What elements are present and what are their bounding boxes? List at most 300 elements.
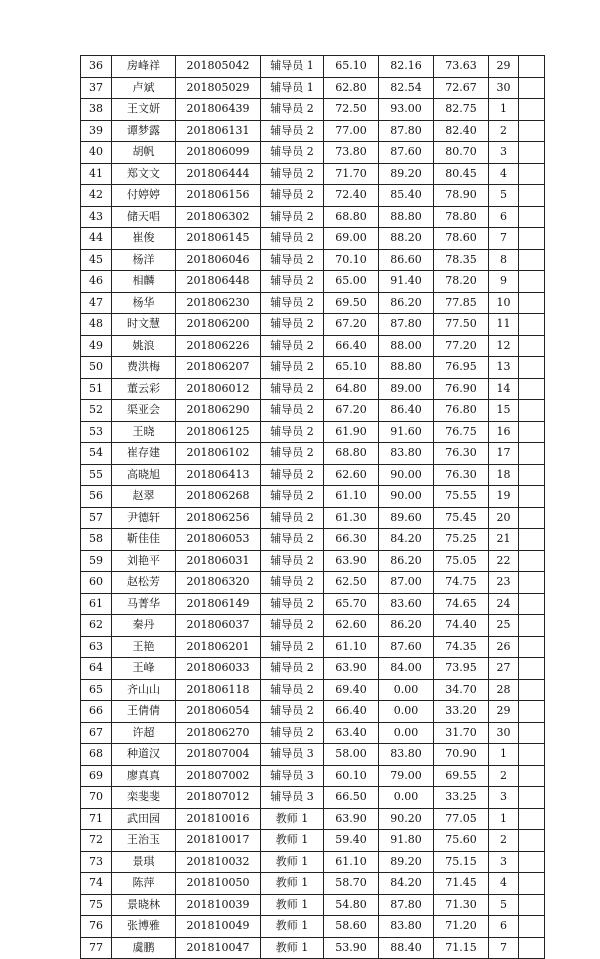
interview-score-cell: 0.00 — [379, 722, 434, 744]
interview-score-cell: 87.60 — [379, 142, 434, 164]
written-score-cell: 77.00 — [324, 120, 379, 142]
candidate-id-cell: 201806448 — [176, 271, 261, 293]
total-score-cell: 78.60 — [434, 228, 489, 250]
candidate-id-cell: 201810017 — [176, 830, 261, 852]
table-row — [81, 744, 545, 766]
name-cell: 马菁华 — [112, 593, 176, 615]
rank-cell: 3 — [489, 142, 519, 164]
table-row — [81, 529, 545, 551]
table-row — [81, 163, 545, 185]
interview-score-cell: 87.80 — [379, 314, 434, 336]
position-cell: 辅导员 2 — [261, 722, 324, 744]
position-cell: 辅导员 2 — [261, 701, 324, 723]
rank-cell: 6 — [489, 916, 519, 938]
rank-cell: 19 — [489, 486, 519, 508]
remark-cell — [519, 808, 545, 830]
candidate-id-cell: 201806200 — [176, 314, 261, 336]
rank-cell: 27 — [489, 658, 519, 680]
written-score-cell: 65.70 — [324, 593, 379, 615]
row-number-cell: 39 — [81, 120, 112, 142]
name-cell: 时文慧 — [112, 314, 176, 336]
table-row — [81, 378, 545, 400]
remark-cell — [519, 249, 545, 271]
written-score-cell: 62.60 — [324, 615, 379, 637]
table-row — [81, 99, 545, 121]
row-number-cell: 56 — [81, 486, 112, 508]
total-score-cell: 69.55 — [434, 765, 489, 787]
candidate-id-cell: 201806031 — [176, 550, 261, 572]
position-cell: 辅导员 2 — [261, 378, 324, 400]
candidate-id-cell: 201806053 — [176, 529, 261, 551]
row-number-cell: 68 — [81, 744, 112, 766]
remark-cell — [519, 464, 545, 486]
interview-score-cell: 90.20 — [379, 808, 434, 830]
position-cell: 辅导员 2 — [261, 185, 324, 207]
position-cell: 辅导员 2 — [261, 443, 324, 465]
candidate-id-cell: 201806125 — [176, 421, 261, 443]
row-number-cell: 44 — [81, 228, 112, 250]
remark-cell — [519, 937, 545, 959]
written-score-cell: 62.50 — [324, 572, 379, 594]
position-cell: 辅导员 2 — [261, 529, 324, 551]
total-score-cell: 77.20 — [434, 335, 489, 357]
name-cell: 郑文文 — [112, 163, 176, 185]
interview-score-cell: 84.20 — [379, 529, 434, 551]
name-cell: 武田园 — [112, 808, 176, 830]
name-cell: 崔俊 — [112, 228, 176, 250]
row-number-cell: 69 — [81, 765, 112, 787]
rank-cell: 1 — [489, 744, 519, 766]
candidate-id-cell: 201806270 — [176, 722, 261, 744]
written-score-cell: 58.60 — [324, 916, 379, 938]
candidate-id-cell: 201806102 — [176, 443, 261, 465]
written-score-cell: 66.30 — [324, 529, 379, 551]
row-number-cell: 59 — [81, 550, 112, 572]
total-score-cell: 78.35 — [434, 249, 489, 271]
name-cell: 王文妍 — [112, 99, 176, 121]
rank-cell: 18 — [489, 464, 519, 486]
row-number-cell: 62 — [81, 615, 112, 637]
row-number-cell: 49 — [81, 335, 112, 357]
name-cell: 董云彩 — [112, 378, 176, 400]
total-score-cell: 31.70 — [434, 722, 489, 744]
name-cell: 王艳 — [112, 636, 176, 658]
interview-score-cell: 87.80 — [379, 120, 434, 142]
remark-cell — [519, 357, 545, 379]
table-row — [81, 658, 545, 680]
candidate-id-cell: 201810050 — [176, 873, 261, 895]
table-row — [81, 77, 545, 99]
interview-score-cell: 84.20 — [379, 873, 434, 895]
total-score-cell: 72.67 — [434, 77, 489, 99]
total-score-cell: 71.30 — [434, 894, 489, 916]
name-cell: 虞鹏 — [112, 937, 176, 959]
remark-cell — [519, 529, 545, 551]
interview-score-cell: 83.60 — [379, 593, 434, 615]
name-cell: 刘艳平 — [112, 550, 176, 572]
remark-cell — [519, 292, 545, 314]
row-number-cell: 70 — [81, 787, 112, 809]
written-score-cell: 63.90 — [324, 550, 379, 572]
table-row — [81, 894, 545, 916]
interview-score-cell: 89.60 — [379, 507, 434, 529]
remark-cell — [519, 443, 545, 465]
written-score-cell: 58.00 — [324, 744, 379, 766]
table-row — [81, 56, 545, 78]
name-cell: 张博雅 — [112, 916, 176, 938]
name-cell: 费洪梅 — [112, 357, 176, 379]
remark-cell — [519, 593, 545, 615]
candidate-id-cell: 201806131 — [176, 120, 261, 142]
written-score-cell: 67.20 — [324, 400, 379, 422]
interview-score-cell: 85.40 — [379, 185, 434, 207]
rank-cell: 11 — [489, 314, 519, 336]
table-row — [81, 314, 545, 336]
interview-score-cell: 0.00 — [379, 679, 434, 701]
rank-cell: 3 — [489, 851, 519, 873]
position-cell: 辅导员 2 — [261, 464, 324, 486]
table-body — [81, 56, 545, 959]
name-cell: 赵翠 — [112, 486, 176, 508]
remark-cell — [519, 228, 545, 250]
name-cell: 王晓 — [112, 421, 176, 443]
total-score-cell: 82.40 — [434, 120, 489, 142]
written-score-cell: 53.90 — [324, 937, 379, 959]
table-row — [81, 615, 545, 637]
table-row — [81, 507, 545, 529]
name-cell: 景晓林 — [112, 894, 176, 916]
rank-cell: 5 — [489, 894, 519, 916]
rank-cell: 29 — [489, 701, 519, 723]
row-number-cell: 74 — [81, 873, 112, 895]
position-cell: 辅导员 2 — [261, 163, 324, 185]
candidate-id-cell: 201806302 — [176, 206, 261, 228]
position-cell: 辅导员 1 — [261, 56, 324, 78]
position-cell: 辅导员 2 — [261, 271, 324, 293]
row-number-cell: 47 — [81, 292, 112, 314]
rank-cell: 8 — [489, 249, 519, 271]
name-cell: 陈萍 — [112, 873, 176, 895]
name-cell: 王治玉 — [112, 830, 176, 852]
rank-cell: 2 — [489, 765, 519, 787]
total-score-cell: 82.75 — [434, 99, 489, 121]
candidate-id-cell: 201806046 — [176, 249, 261, 271]
candidate-id-cell: 201806033 — [176, 658, 261, 680]
table-row — [81, 120, 545, 142]
written-score-cell: 65.10 — [324, 357, 379, 379]
candidate-id-cell: 201807004 — [176, 744, 261, 766]
name-cell: 王峰 — [112, 658, 176, 680]
table-row — [81, 851, 545, 873]
rank-cell: 10 — [489, 292, 519, 314]
total-score-cell: 80.45 — [434, 163, 489, 185]
interview-score-cell: 86.60 — [379, 249, 434, 271]
written-score-cell: 63.90 — [324, 808, 379, 830]
rank-cell: 7 — [489, 937, 519, 959]
written-score-cell: 69.50 — [324, 292, 379, 314]
rank-cell: 23 — [489, 572, 519, 594]
position-cell: 教师 1 — [261, 830, 324, 852]
total-score-cell: 74.35 — [434, 636, 489, 658]
name-cell: 靳佳佳 — [112, 529, 176, 551]
remark-cell — [519, 271, 545, 293]
written-score-cell: 59.40 — [324, 830, 379, 852]
position-cell: 教师 1 — [261, 916, 324, 938]
interview-score-cell: 86.20 — [379, 292, 434, 314]
table-row — [81, 765, 545, 787]
remark-cell — [519, 722, 545, 744]
row-number-cell: 41 — [81, 163, 112, 185]
total-score-cell: 80.70 — [434, 142, 489, 164]
written-score-cell: 65.10 — [324, 56, 379, 78]
total-score-cell: 77.85 — [434, 292, 489, 314]
remark-cell — [519, 486, 545, 508]
written-score-cell: 61.30 — [324, 507, 379, 529]
interview-score-cell: 83.80 — [379, 443, 434, 465]
remark-cell — [519, 894, 545, 916]
total-score-cell: 74.40 — [434, 615, 489, 637]
total-score-cell: 75.60 — [434, 830, 489, 852]
interview-score-cell: 86.20 — [379, 615, 434, 637]
interview-score-cell: 88.80 — [379, 206, 434, 228]
table-row — [81, 701, 545, 723]
row-number-cell: 55 — [81, 464, 112, 486]
table-row — [81, 808, 545, 830]
row-number-cell: 38 — [81, 99, 112, 121]
written-score-cell: 62.80 — [324, 77, 379, 99]
written-score-cell: 63.90 — [324, 658, 379, 680]
table-row — [81, 593, 545, 615]
rank-cell: 14 — [489, 378, 519, 400]
total-score-cell: 73.95 — [434, 658, 489, 680]
interview-score-cell: 82.54 — [379, 77, 434, 99]
score-table — [80, 55, 545, 959]
remark-cell — [519, 550, 545, 572]
row-number-cell: 36 — [81, 56, 112, 78]
total-score-cell: 74.65 — [434, 593, 489, 615]
position-cell: 辅导员 2 — [261, 486, 324, 508]
interview-score-cell: 90.00 — [379, 486, 434, 508]
remark-cell — [519, 658, 545, 680]
remark-cell — [519, 744, 545, 766]
position-cell: 教师 1 — [261, 851, 324, 873]
rank-cell: 22 — [489, 550, 519, 572]
remark-cell — [519, 56, 545, 78]
total-score-cell: 75.25 — [434, 529, 489, 551]
written-score-cell: 67.20 — [324, 314, 379, 336]
interview-score-cell: 91.80 — [379, 830, 434, 852]
candidate-id-cell: 201806226 — [176, 335, 261, 357]
interview-score-cell: 88.20 — [379, 228, 434, 250]
candidate-id-cell: 201806099 — [176, 142, 261, 164]
written-score-cell: 72.50 — [324, 99, 379, 121]
total-score-cell: 78.20 — [434, 271, 489, 293]
table-row — [81, 572, 545, 594]
name-cell: 房峰祥 — [112, 56, 176, 78]
remark-cell — [519, 185, 545, 207]
position-cell: 教师 1 — [261, 894, 324, 916]
written-score-cell: 73.80 — [324, 142, 379, 164]
remark-cell — [519, 99, 545, 121]
row-number-cell: 65 — [81, 679, 112, 701]
candidate-id-cell: 201806149 — [176, 593, 261, 615]
position-cell: 辅导员 2 — [261, 658, 324, 680]
name-cell: 相麟 — [112, 271, 176, 293]
position-cell: 辅导员 2 — [261, 292, 324, 314]
rank-cell: 3 — [489, 787, 519, 809]
table-row — [81, 679, 545, 701]
candidate-id-cell: 201806290 — [176, 400, 261, 422]
row-number-cell: 72 — [81, 830, 112, 852]
name-cell: 谭梦露 — [112, 120, 176, 142]
position-cell: 辅导员 2 — [261, 572, 324, 594]
remark-cell — [519, 335, 545, 357]
total-score-cell: 75.15 — [434, 851, 489, 873]
row-number-cell: 64 — [81, 658, 112, 680]
interview-score-cell: 88.00 — [379, 335, 434, 357]
table-row — [81, 400, 545, 422]
table-row — [81, 787, 545, 809]
name-cell: 付婷婷 — [112, 185, 176, 207]
total-score-cell: 76.90 — [434, 378, 489, 400]
position-cell: 辅导员 2 — [261, 249, 324, 271]
rank-cell: 5 — [489, 185, 519, 207]
name-cell: 种道汉 — [112, 744, 176, 766]
remark-cell — [519, 77, 545, 99]
rank-cell: 7 — [489, 228, 519, 250]
row-number-cell: 43 — [81, 206, 112, 228]
interview-score-cell: 82.16 — [379, 56, 434, 78]
interview-score-cell: 87.60 — [379, 636, 434, 658]
candidate-id-cell: 201807002 — [176, 765, 261, 787]
position-cell: 辅导员 2 — [261, 421, 324, 443]
written-score-cell: 61.10 — [324, 486, 379, 508]
row-number-cell: 77 — [81, 937, 112, 959]
candidate-id-cell: 201810016 — [176, 808, 261, 830]
name-cell: 景琪 — [112, 851, 176, 873]
total-score-cell: 74.75 — [434, 572, 489, 594]
name-cell: 崔存建 — [112, 443, 176, 465]
name-cell: 齐山山 — [112, 679, 176, 701]
total-score-cell: 71.20 — [434, 916, 489, 938]
rank-cell: 4 — [489, 163, 519, 185]
rank-cell: 2 — [489, 830, 519, 852]
remark-cell — [519, 615, 545, 637]
remark-cell — [519, 572, 545, 594]
name-cell: 卢斌 — [112, 77, 176, 99]
rank-cell: 30 — [489, 722, 519, 744]
name-cell: 杨华 — [112, 292, 176, 314]
rank-cell: 15 — [489, 400, 519, 422]
written-score-cell: 61.90 — [324, 421, 379, 443]
remark-cell — [519, 765, 545, 787]
written-score-cell: 58.70 — [324, 873, 379, 895]
interview-score-cell: 88.80 — [379, 357, 434, 379]
candidate-id-cell: 201806256 — [176, 507, 261, 529]
rank-cell: 24 — [489, 593, 519, 615]
position-cell: 辅导员 3 — [261, 765, 324, 787]
table-row — [81, 357, 545, 379]
rank-cell: 28 — [489, 679, 519, 701]
interview-score-cell: 0.00 — [379, 701, 434, 723]
written-score-cell: 63.40 — [324, 722, 379, 744]
interview-score-cell: 86.20 — [379, 550, 434, 572]
table-row — [81, 937, 545, 959]
remark-cell — [519, 206, 545, 228]
written-score-cell: 68.80 — [324, 443, 379, 465]
total-score-cell: 75.05 — [434, 550, 489, 572]
remark-cell — [519, 421, 545, 443]
position-cell: 辅导员 2 — [261, 615, 324, 637]
name-cell: 胡帆 — [112, 142, 176, 164]
total-score-cell: 77.05 — [434, 808, 489, 830]
total-score-cell: 33.20 — [434, 701, 489, 723]
row-number-cell: 37 — [81, 77, 112, 99]
row-number-cell: 66 — [81, 701, 112, 723]
written-score-cell: 61.10 — [324, 851, 379, 873]
table-row — [81, 185, 545, 207]
written-score-cell: 66.50 — [324, 787, 379, 809]
table-row — [81, 486, 545, 508]
name-cell: 姚浪 — [112, 335, 176, 357]
remark-cell — [519, 636, 545, 658]
remark-cell — [519, 120, 545, 142]
candidate-id-cell: 201806268 — [176, 486, 261, 508]
remark-cell — [519, 142, 545, 164]
rank-cell: 9 — [489, 271, 519, 293]
remark-cell — [519, 163, 545, 185]
candidate-id-cell: 201806012 — [176, 378, 261, 400]
candidate-id-cell: 201806230 — [176, 292, 261, 314]
rank-cell: 16 — [489, 421, 519, 443]
total-score-cell: 76.30 — [434, 443, 489, 465]
table-row — [81, 206, 545, 228]
rank-cell: 17 — [489, 443, 519, 465]
name-cell: 赵松芳 — [112, 572, 176, 594]
row-number-cell: 61 — [81, 593, 112, 615]
rank-cell: 6 — [489, 206, 519, 228]
candidate-id-cell: 201806145 — [176, 228, 261, 250]
total-score-cell: 71.15 — [434, 937, 489, 959]
row-number-cell: 53 — [81, 421, 112, 443]
rank-cell: 25 — [489, 615, 519, 637]
interview-score-cell: 90.00 — [379, 464, 434, 486]
candidate-id-cell: 201810049 — [176, 916, 261, 938]
candidate-id-cell: 201806320 — [176, 572, 261, 594]
written-score-cell: 54.80 — [324, 894, 379, 916]
name-cell: 廖真真 — [112, 765, 176, 787]
row-number-cell: 60 — [81, 572, 112, 594]
written-score-cell: 64.80 — [324, 378, 379, 400]
total-score-cell: 76.75 — [434, 421, 489, 443]
total-score-cell: 78.90 — [434, 185, 489, 207]
candidate-id-cell: 201806054 — [176, 701, 261, 723]
total-score-cell: 75.45 — [434, 507, 489, 529]
written-score-cell: 66.40 — [324, 335, 379, 357]
table-row — [81, 636, 545, 658]
position-cell: 教师 1 — [261, 808, 324, 830]
candidate-id-cell: 201810032 — [176, 851, 261, 873]
candidate-id-cell: 201806156 — [176, 185, 261, 207]
row-number-cell: 76 — [81, 916, 112, 938]
interview-score-cell: 0.00 — [379, 787, 434, 809]
table-row — [81, 916, 545, 938]
total-score-cell: 76.80 — [434, 400, 489, 422]
row-number-cell: 57 — [81, 507, 112, 529]
total-score-cell: 71.45 — [434, 873, 489, 895]
position-cell: 辅导员 2 — [261, 142, 324, 164]
total-score-cell: 75.55 — [434, 486, 489, 508]
